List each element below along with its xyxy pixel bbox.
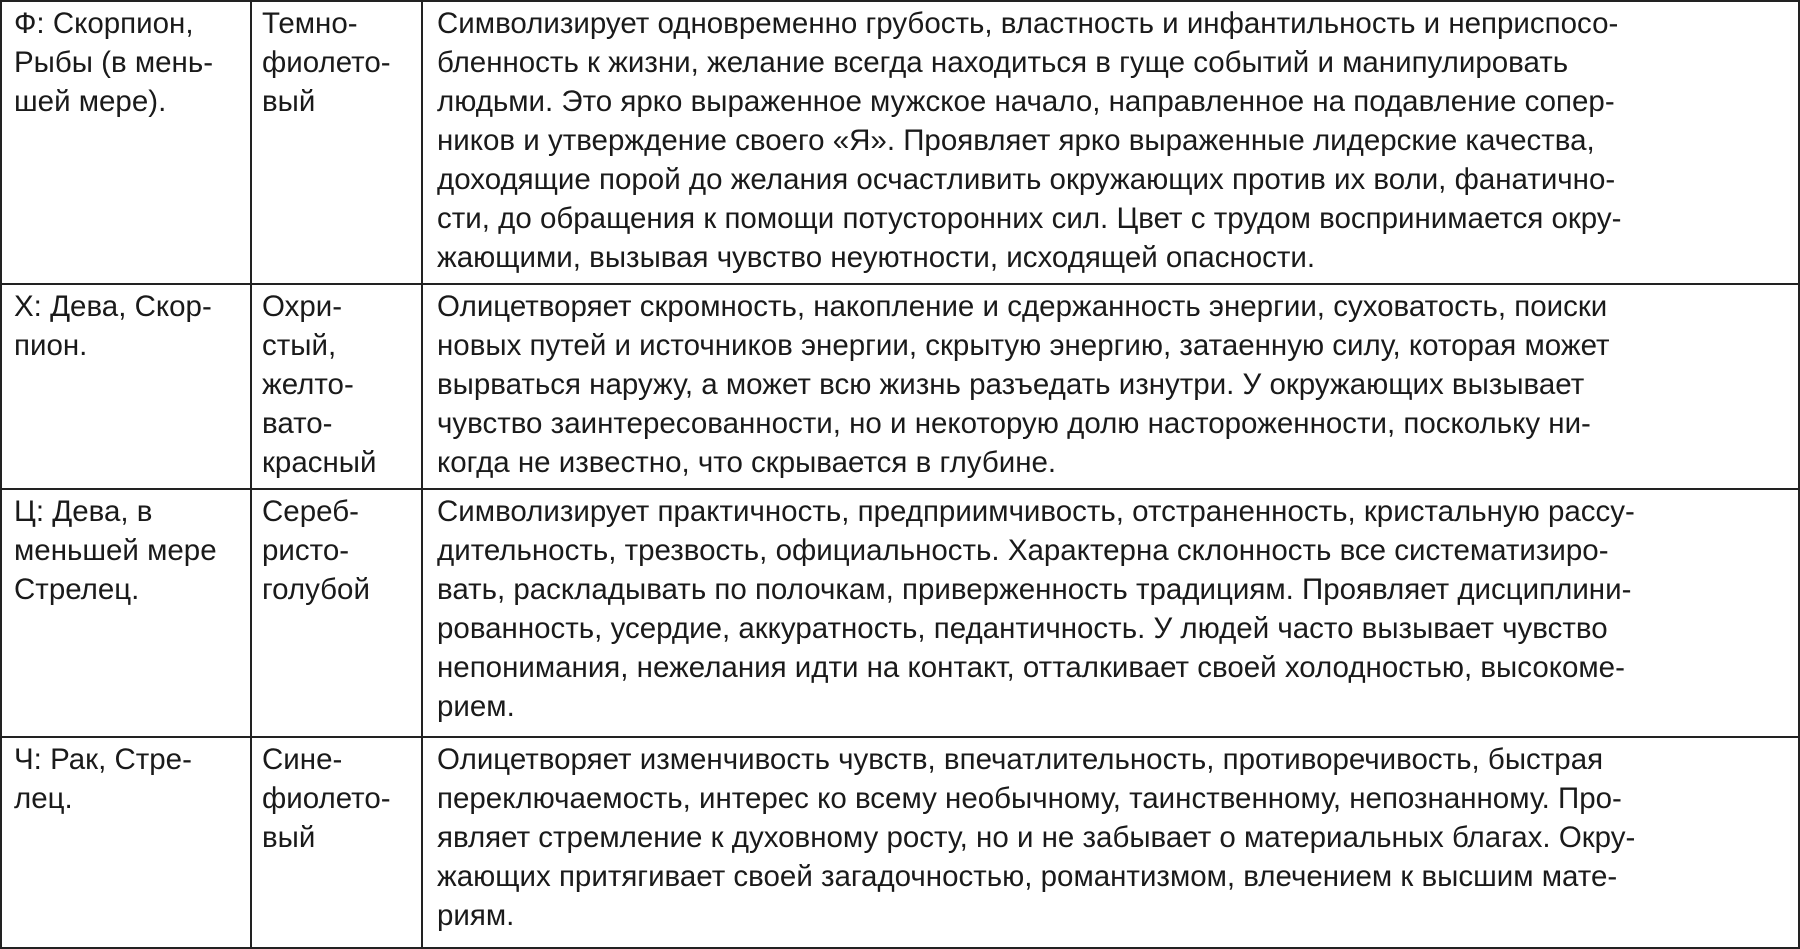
sign-line <box>14 287 240 326</box>
table-row <box>1 1 1799 284</box>
color-line: ристо- <box>262 534 350 567</box>
sign-line: Стрелец. <box>14 573 140 606</box>
description-line: вырваться наружу, а может всю жизнь разъедать изнутри. У окружающих вызывает <box>437 368 1585 401</box>
color-line: вато- <box>262 407 333 440</box>
row-letter: Ф: <box>14 7 45 40</box>
color-line: голубой <box>262 573 370 606</box>
description-line: рованность, усердие, аккуратность, педантичность. У людей часто вызывает чувство <box>437 612 1608 645</box>
description-line: Символизирует практичность, предприимчивость, отстраненность, кристальную рассу- <box>437 495 1635 528</box>
description-line: чувство заинтересованности, но и некоторую долю настороженности, поскольку ни- <box>437 407 1591 440</box>
color-line: Темно- <box>262 7 358 40</box>
description-line: Символизирует одновременно грубость, властность и инфантильность и неприспосо- <box>437 7 1619 40</box>
sign-line: пион. <box>14 329 88 362</box>
description-line: людьми. Это ярко выраженное мужское начало, направленное на подавление сопер- <box>437 85 1615 118</box>
color-line: желто- <box>262 368 354 401</box>
description-line: когда не известно, что скрывается в глубине. <box>437 446 1057 479</box>
color-line: Сереб- <box>262 495 359 528</box>
color-line: Сине- <box>262 743 343 776</box>
color-cell <box>251 489 422 737</box>
description-line: ников и утверждение своего «Я». Проявляет ярко выраженные лидерские качества, <box>437 124 1595 157</box>
description-cell <box>422 284 1799 489</box>
color-line: Охри- <box>262 290 343 323</box>
sign-cell <box>1 284 251 489</box>
table-row <box>1 737 1799 948</box>
description-line: рием. <box>437 690 515 723</box>
description-line: переключаемость, интерес ко всему необычному, таинственному, непознанному. Про- <box>437 782 1622 815</box>
description-line: непонимания, нежелания идти на контакт, отталкивает своей холодностью, высокоме- <box>437 651 1625 684</box>
row-letter: Ч: <box>14 743 42 776</box>
sign-line: меньшей мере <box>14 534 217 567</box>
description-line: новых путей и источников энергии, скрытую энергию, затаенную силу, которая может <box>437 329 1610 362</box>
sign-text: Дева, в <box>52 495 153 528</box>
color-line: красный <box>262 446 377 479</box>
row-letter: Ц: <box>14 495 45 528</box>
description-line: сти, до обращения к помощи потусторонних сил. Цвет с трудом воспринимается окру- <box>437 202 1622 235</box>
color-line: стый, <box>262 329 337 362</box>
sign-line <box>14 740 240 779</box>
color-line: вый <box>262 821 316 854</box>
sign-line: Рыбы (в мень- <box>14 46 214 79</box>
color-line: вый <box>262 85 316 118</box>
description-line: риям. <box>437 899 515 932</box>
sign-line <box>14 4 240 43</box>
description-line: бленность к жизни, желание всегда находиться в гуще событий и манипулировать <box>437 46 1569 79</box>
description-cell <box>422 489 1799 737</box>
description-line: доходящие порой до желания осчастливить окружающих против их воли, фанатично- <box>437 163 1616 196</box>
description-line: являет стремление к духовному росту, но и не забывает о материальных благах. Окру- <box>437 821 1636 854</box>
description-cell <box>422 737 1799 948</box>
color-cell <box>251 1 422 284</box>
sign-cell <box>1 1 251 284</box>
sign-cell <box>1 489 251 737</box>
description-line: вать, раскладывать по полочкам, приверженность традициям. Проявляет дисциплини- <box>437 573 1632 606</box>
sign-text: Дева, Скор- <box>50 290 212 323</box>
description-line: Олицетворяет изменчивость чувств, впечатлительность, противоречивость, быстрая <box>437 743 1604 776</box>
description-cell <box>422 1 1799 284</box>
table-row <box>1 489 1799 737</box>
sign-line: лец. <box>14 782 73 815</box>
color-cell <box>251 737 422 948</box>
table-row <box>1 284 1799 489</box>
sign-line: шей мере). <box>14 85 167 118</box>
sign-cell <box>1 737 251 948</box>
color-cell <box>251 284 422 489</box>
description-line: жающих притягивает своей загадочностью, романтизмом, влечением к высшим мате- <box>437 860 1618 893</box>
description-line: жающими, вызывая чувство неуютности, исходящей опасности. <box>437 241 1316 274</box>
description-line: дительность, трезвость, официальность. Характерна склонность все систематизиро- <box>437 534 1609 567</box>
color-line: фиолето- <box>262 782 391 815</box>
row-letter: Х: <box>14 290 42 323</box>
color-line: фиолето- <box>262 46 391 79</box>
description-line: Олицетворяет скромность, накопление и сдержанность энергии, суховатость, поиски <box>437 290 1608 323</box>
sign-text: Рак, Стре- <box>50 743 192 776</box>
sign-line <box>14 492 240 531</box>
sign-text: Скорпион, <box>52 7 194 40</box>
